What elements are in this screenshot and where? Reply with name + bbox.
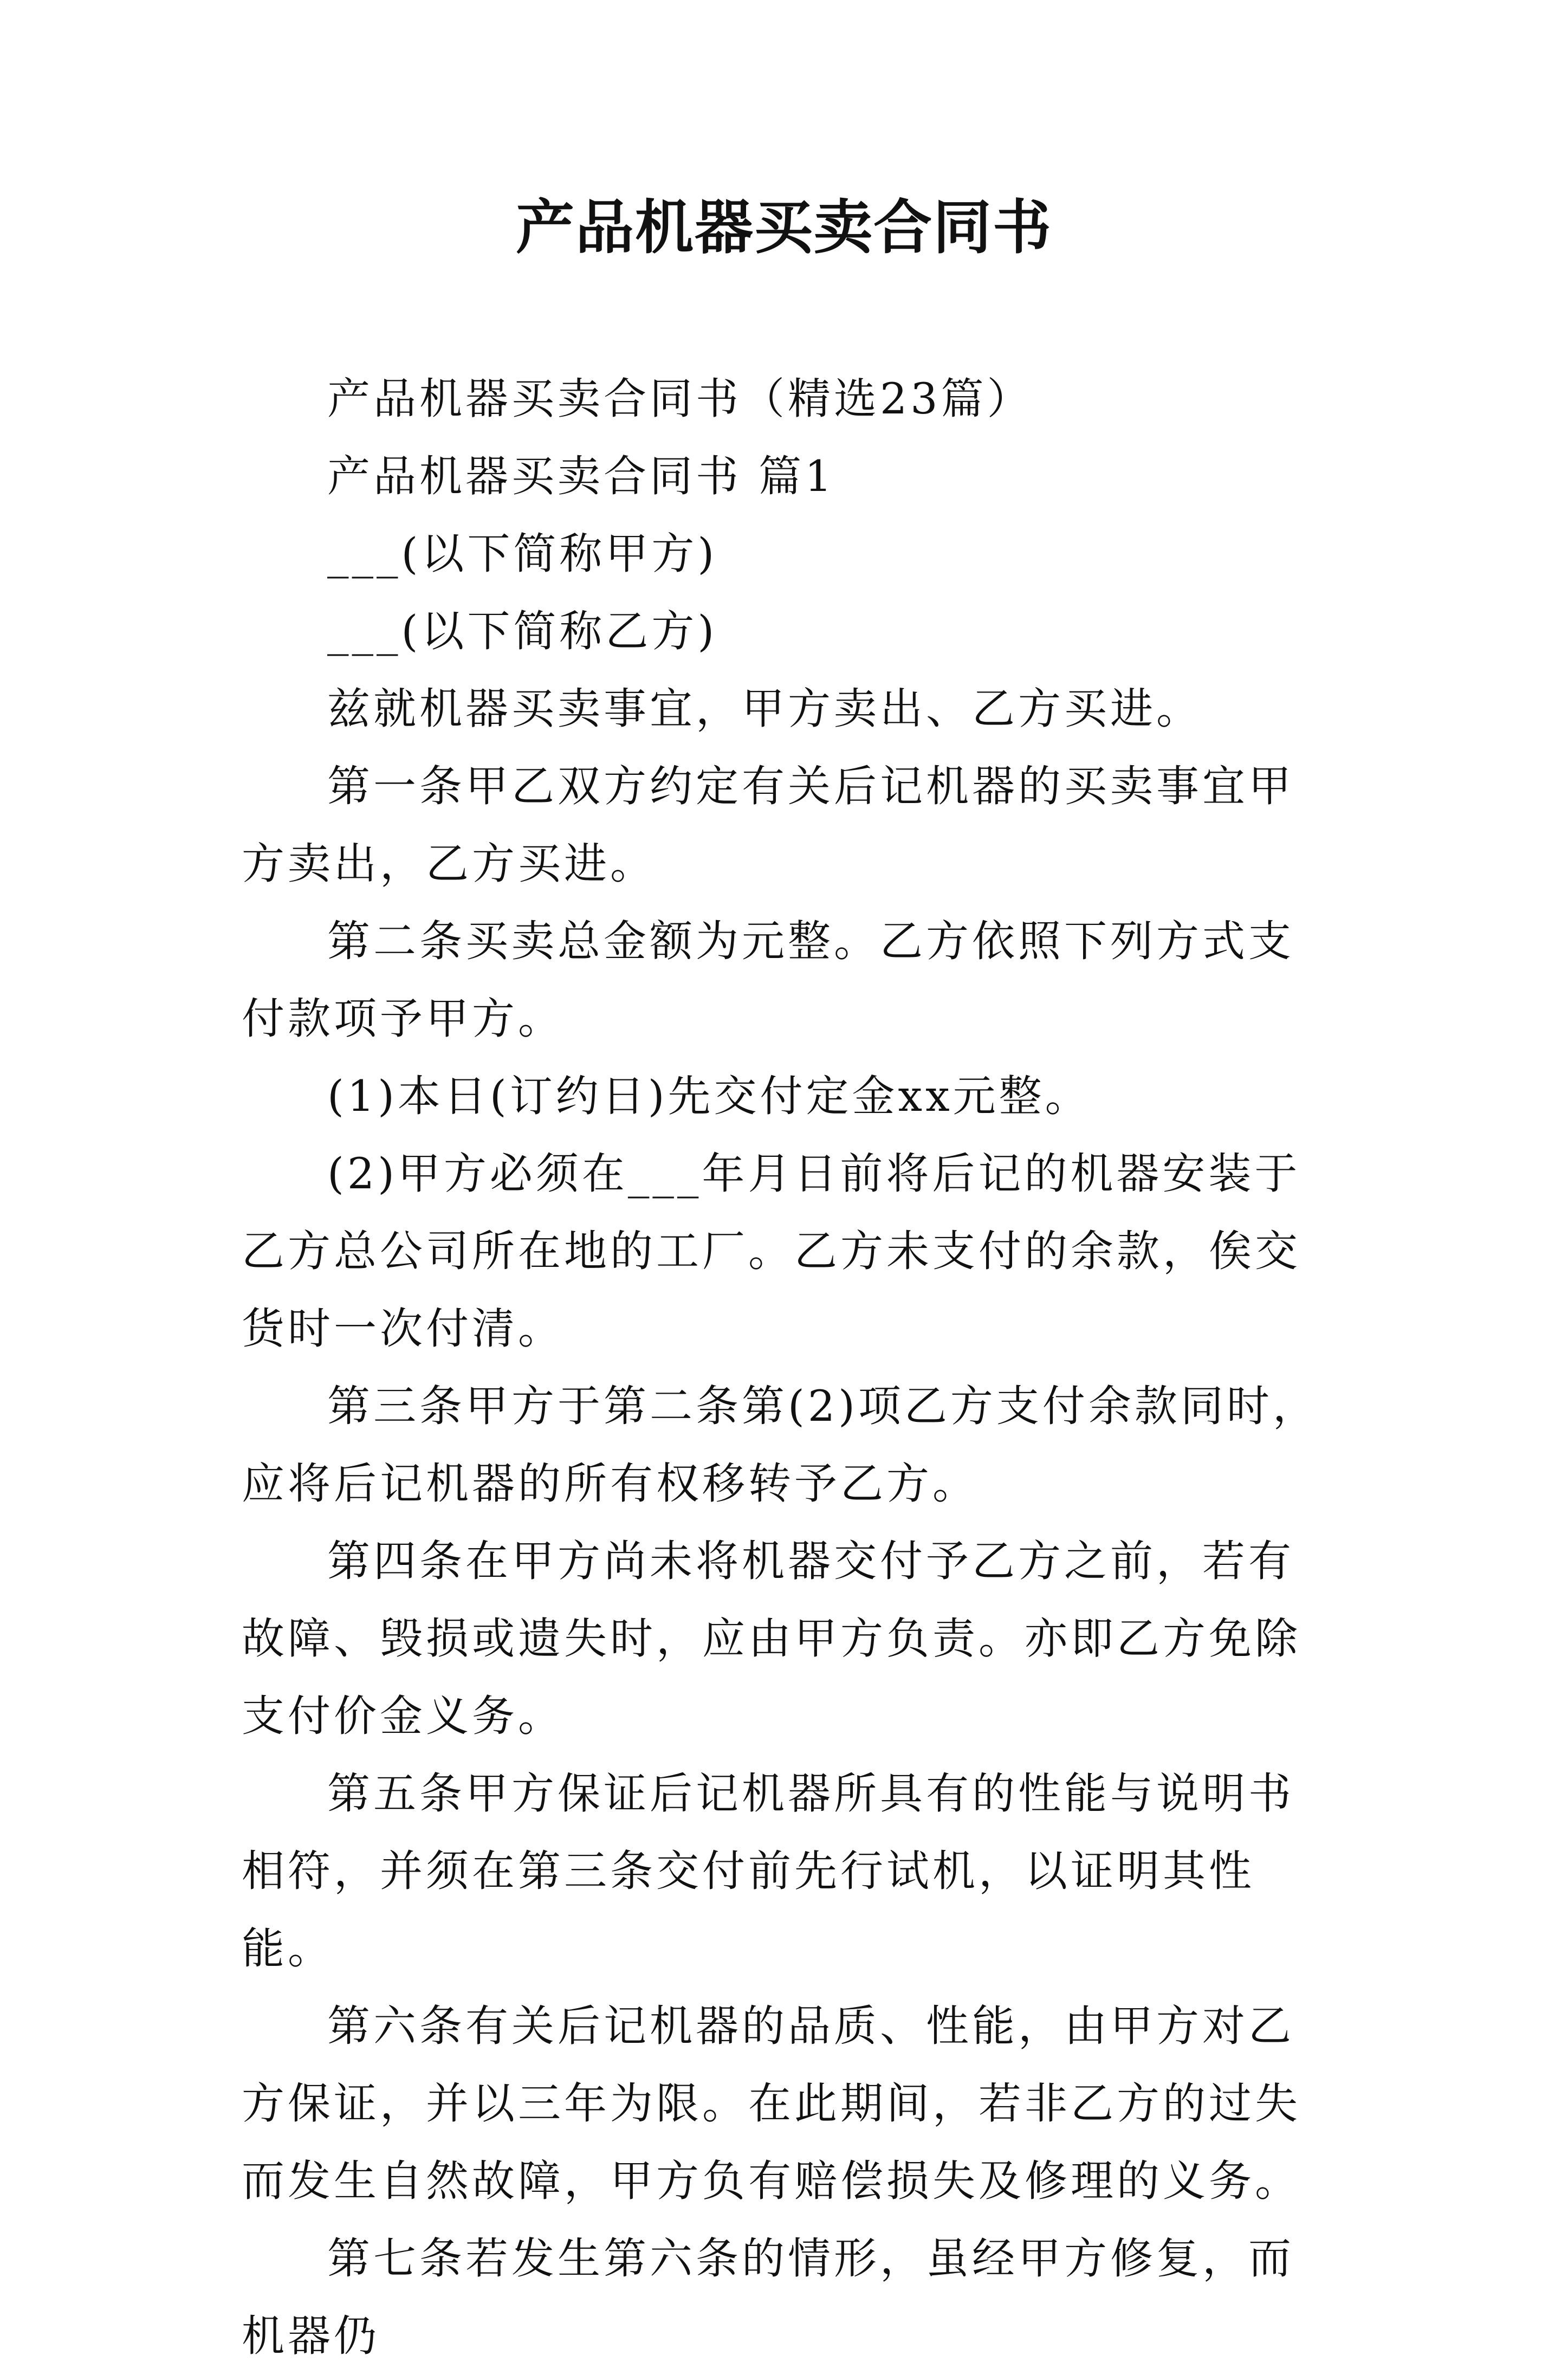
paragraph: 第二条买卖总金额为元整。乙方依照下列方式支付款项予甲方。 bbox=[242, 916, 1294, 1044]
paragraph: 第一条甲乙双方约定有关后记机器的买卖事宜甲方卖出，乙方买进。 bbox=[242, 761, 1294, 889]
paragraph: 兹就机器买卖事宜，甲方卖出、乙方买进。 bbox=[327, 684, 1202, 734]
paragraph: 第七条若发生第六条的情形，虽经甲方修复，而机器仍 bbox=[242, 2234, 1294, 2361]
paragraph: 产品机器买卖合同书 篇1 bbox=[327, 451, 835, 501]
document-body bbox=[242, 360, 1336, 2375]
paragraph: 产品机器买卖合同书（精选23篇） bbox=[327, 374, 1033, 424]
paragraph: 第六条有关后记机器的品质、性能，由甲方对乙方保证，并以三年为限。在此期间，若非乙方的过失而发生自然故障，甲方负有赔偿损失及修理的义务。 bbox=[242, 2001, 1301, 2206]
paragraph: (1)本日(订约日)先交付定金xx元整。 bbox=[327, 1071, 1091, 1121]
document-title: 产品机器买卖合同书 bbox=[515, 193, 1052, 262]
paragraph: 第三条甲方于第二条第(2)项乙方支付余款同时，应将后记机器的所有权移转予乙方。 bbox=[242, 1381, 1319, 1509]
paragraph: ___(以下简称乙方) bbox=[327, 606, 718, 656]
paragraph: (2)甲方必须在___年月日前将后记的机器安装于乙方总公司所在地的工厂。乙方未支付的余款，俟交货时一次付清。 bbox=[242, 1149, 1301, 1354]
paragraph: 第四条在甲方尚未将机器交付予乙方之前，若有故障、毁损或遗失时，应由甲方负责。亦即乙方免除支付价金义务。 bbox=[242, 1536, 1301, 1741]
paragraph: 第五条甲方保证后记机器所具有的性能与说明书相符，并须在第三条交付前先行试机，以证明其性能。 bbox=[242, 1769, 1294, 1973]
paragraph: ___(以下简称甲方) bbox=[327, 529, 718, 579]
